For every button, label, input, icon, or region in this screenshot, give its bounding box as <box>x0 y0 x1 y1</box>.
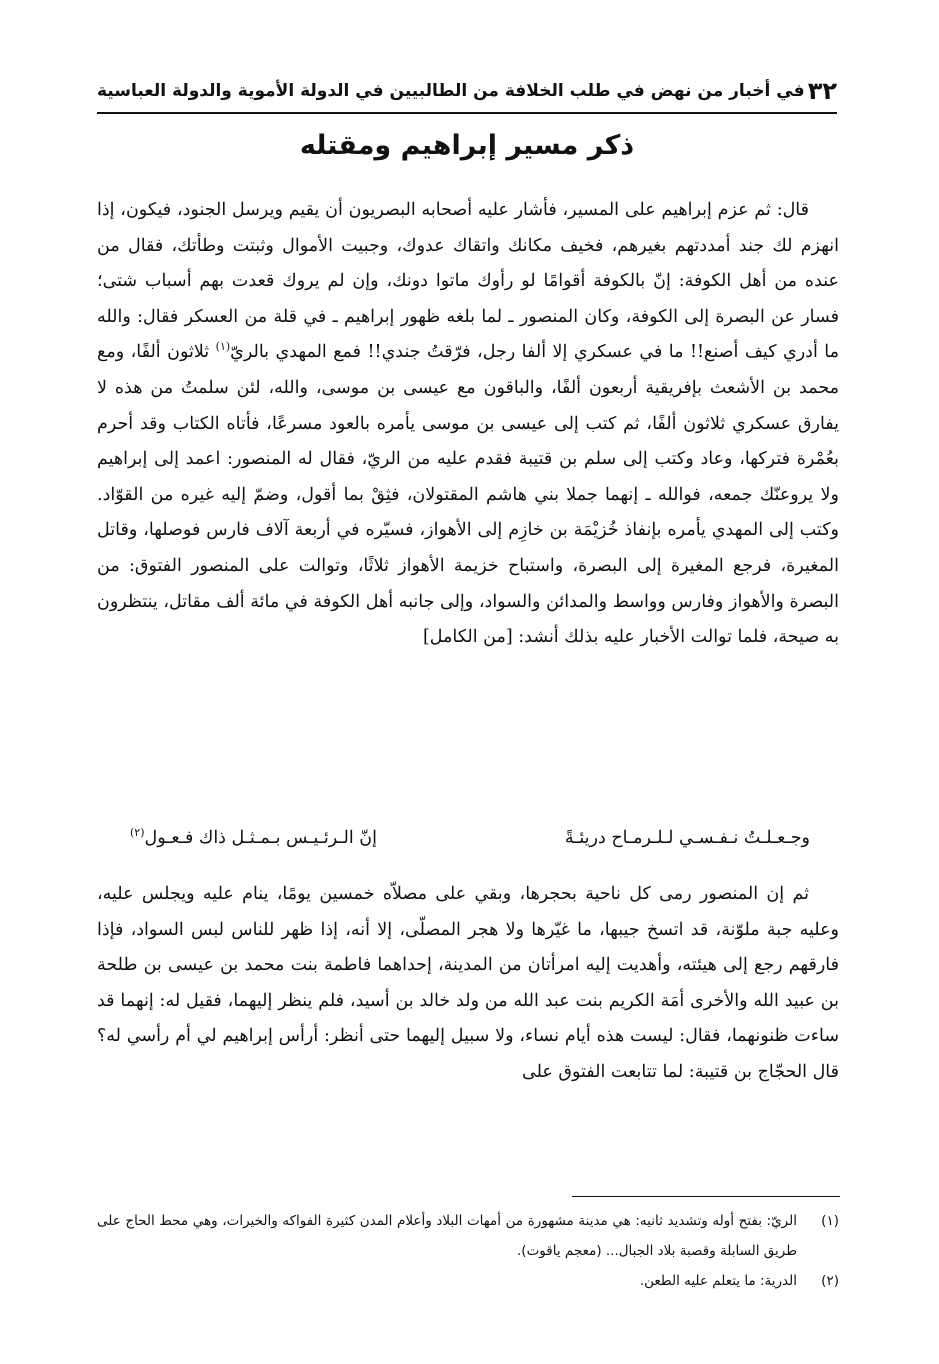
footnote-text: الدرية: ما يتعلم عليه الطعن. <box>639 1273 797 1289</box>
body-paragraph-2 <box>97 877 839 1091</box>
paragraph-text-part-b: ثلاثون ألفًا، ومع محمد بن الأشعث بإفريقية أربعون ألفًا، والباقون مع عيسى بن موسى، والله، لئن سلمتُ من هذه لا يفارق عسكري ثلاثون ألفًا، ثم كتب إلى عيسى بن موسى يأمره بالعود مسرعًا، فأتاه الكتاب وقد أحرم بعُمْرة فتركها، وعاد وكتب إلى سلم بن قتيبة فقدم عليه من الريّ، فقال له المنصور: اعمد إلى إبراهيم ولا يروعنّك جمعه، فوالله ـ إنهما جملا بني هاشم المقتولان، فثِقْ بما أقول، وضمّ إليه غيره من القوّاد. وكتب إلى المهدي يأمره بإنفاذ خُزيْمَة بن خازِم إلى الأهواز، فسيّره في أربعة آلاف فارس فوصلها، وقاتل المغيرة، فرجع المغيرة إلى البصرة، واستباح خزيمة الأهواز ثلاثًا، وتوالت على المنصور الفتوق: من البصرة والأهواز وفارس وواسط والمدائن والسواد، وإلى جانبه أهل الكوفة في مائة ألف مقاتل، ينتظرون به صيحة، فلما توالت الأخبار عليه بذلك أنشد: [من الكامل] <box>97 342 839 648</box>
poem-hemistich-second-text: إنّ الـرئـيـس بـمـثـل ذاك فـعـول <box>144 828 377 848</box>
footnote-reference-2[interactable]: (٢) <box>130 826 145 840</box>
body-paragraph-1 <box>97 193 839 656</box>
page-number: ٣٢ <box>807 77 837 105</box>
footnote-number: (١) <box>821 1213 839 1229</box>
footnote-reference-1[interactable]: (١) <box>215 340 231 354</box>
running-header <box>97 74 837 114</box>
running-header-title: في أخبار من نهض في طلب الخلافة من الطالبيين في الدولة الأموية والدولة العباسية <box>97 81 805 101</box>
section-title: ذكر مسير إبراهيم ومقتله <box>299 130 635 161</box>
poem-verse <box>130 828 810 848</box>
footnote-divider <box>572 1196 840 1197</box>
paragraph-text <box>97 193 839 656</box>
paragraph-text: ثم إن المنصور رمى كل ناحية بحجرها، وبقي على مصلاّه خمسين يومًا، ينام عليه ويجلس عليه، وعليه جبة ملوّنة، قد اتسخ جيبها، ما غيّرها ولا هجر المصلّى، إلا أنه، إذا ظهر للناس لبس السواد، فإذا فارقهم رجع إلى هيئته، وأهديت إليه امرأتان من المدينة، إحداهما فاطمة بنت محمد بن عيسى بن طلحة بن عبيد الله والأخرى أمَة الكريم بنت عبد الله من ولد خالد بن أسيد، فلم ينظر إليهما، فقيل له: إنهما قد ساءت ظنونهما، فقال: ليست هذه أيام نساء، ولا سبيل إليهما حتى أنظر: أرأس إبراهيم لي أم رأسي له؟ قال الحجّاج بن قتيبة: لما تتابعت الفتوق على <box>97 884 839 1082</box>
paragraph-text-part-a: قال: ثم عزم إبراهيم على المسير، فأشار عليه أصحابه البصريون أن يقيم ويرسل الجنود، فيكون، إذا انهزم لك جند أمددتهم بغيرهم، فخيف مكانك واتقاك عدوك، وجبيت الأموال وثبتت وطأتك، فقال من عنده من أهل الكوفة: إنّ بالكوفة أقوامًا لو رأوك ماتوا دونك، وإن لم يروك قعدت بهم أسباب شتى؛ فسار عن البصرة إلى الكوفة، وكان المنصور ـ لما بلغه ظهور إبراهيم ـ في قلة من العسكر فقال: والله ما أدري كيف أصنع!! ما في عسكري إلا ألفا رجل، فرّقتُ جندي!! فمع المهدي بالريّ <box>97 200 839 363</box>
poem-hemistich-second <box>130 828 377 848</box>
footnote-1 <box>97 1206 839 1266</box>
footnote-number: (٢) <box>821 1273 839 1289</box>
poem-hemistich-first: وجـعـلـتُ نـفـسـي لـلـرمـاح دريئـةً <box>564 828 810 848</box>
footnote-text: الريّ: بفتح أوله وتشديد ثانيه: هي مدينة مشهورة من أمهات البلاد وأعلام المدن كثيرة الفواكه والخيرات، وهي محط الحاج على طريق السابلة وقصبة بلاد الجبال... (معجم ياقوت). <box>97 1213 797 1259</box>
footnote-2 <box>97 1266 839 1296</box>
footnotes <box>97 1206 839 1296</box>
